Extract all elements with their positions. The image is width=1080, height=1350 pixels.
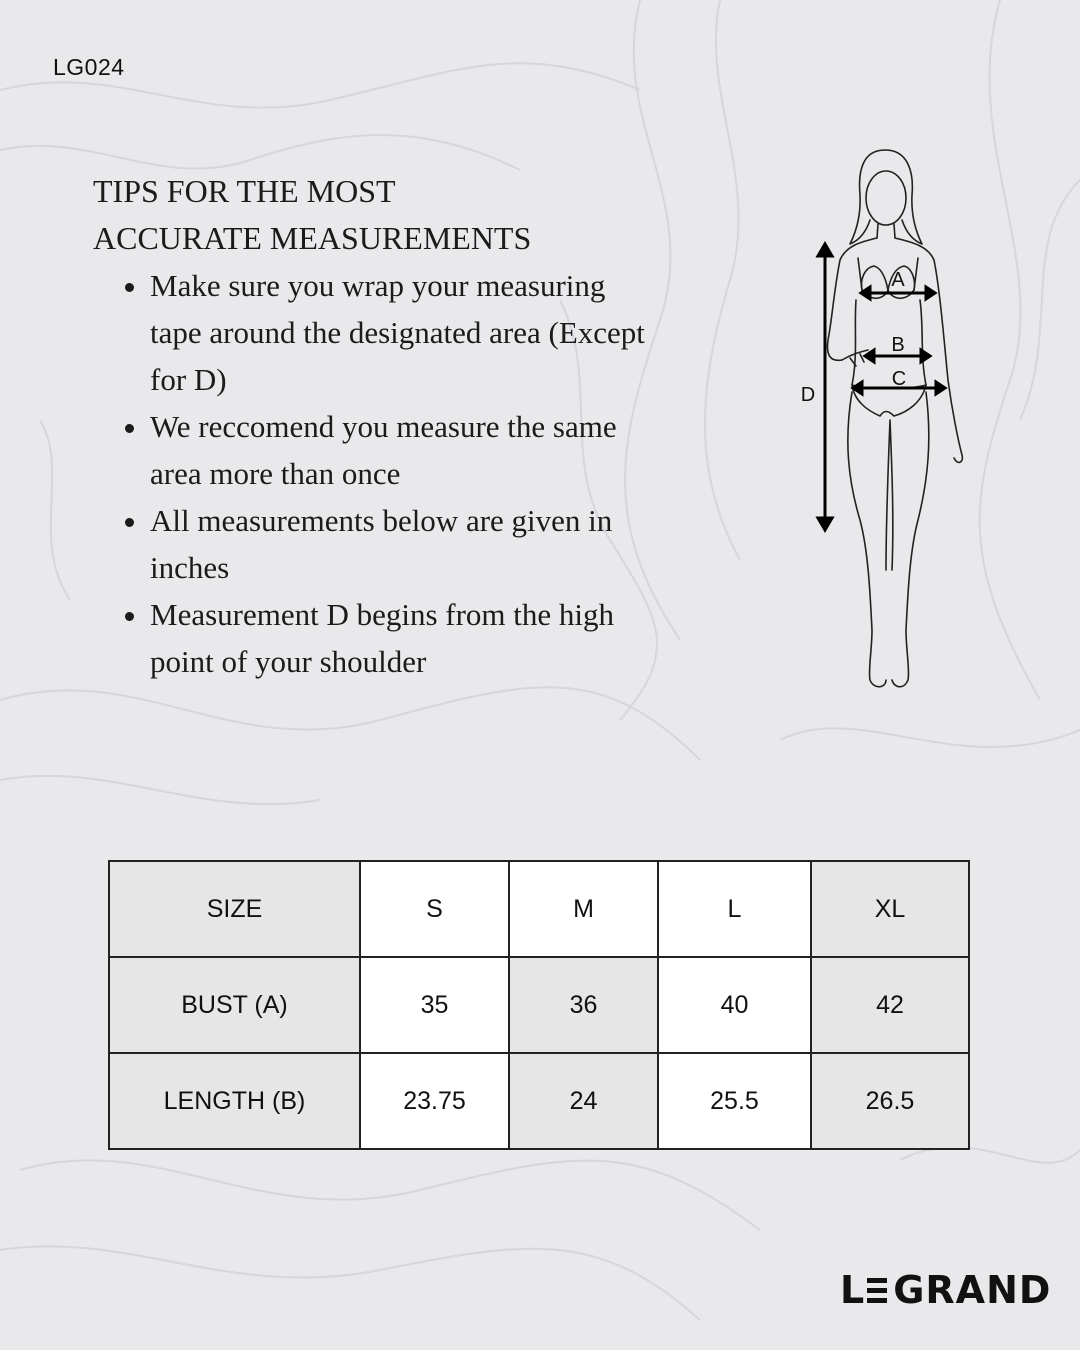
table-cell: 35	[360, 957, 509, 1053]
header-cell-l: L	[658, 861, 811, 957]
table-cell: 36	[509, 957, 658, 1053]
label-c: C	[891, 368, 907, 390]
tips-list	[93, 262, 653, 685]
tips-heading	[93, 168, 653, 262]
row-label-bust: BUST (A)	[109, 957, 360, 1053]
logo-e-mark	[867, 1275, 889, 1305]
tip-item: • Measurement D begins from the high point of your shoulder	[150, 591, 653, 685]
table-cell: 40	[658, 957, 811, 1053]
tip-item: • All measurements below are given in inches	[150, 497, 653, 591]
label-a: A	[891, 269, 905, 291]
brand-logo	[840, 1268, 1051, 1312]
body-measurement-figure	[790, 140, 980, 705]
table-row	[109, 957, 969, 1053]
logo-letter: L	[840, 1268, 866, 1312]
row-label-length: LENGTH (B)	[109, 1053, 360, 1149]
table-cell: 25.5	[658, 1053, 811, 1149]
table-cell: 42	[811, 957, 969, 1053]
table-cell: 23.75	[360, 1053, 509, 1149]
table-cell: 26.5	[811, 1053, 969, 1149]
header-cell-m: M	[509, 861, 658, 957]
header-cell-size: SIZE	[109, 861, 360, 957]
table-cell: 24	[509, 1053, 658, 1149]
header-cell-xl: XL	[811, 861, 969, 957]
tips-heading-line2: ACCURATE MEASUREMENTS	[93, 220, 532, 256]
tips-heading-line1: TIPS FOR THE MOST	[93, 173, 396, 209]
measurement-tips	[93, 168, 653, 685]
tip-item: • Make sure you wrap your measuring tape around the designated area (Except for D)	[150, 262, 653, 403]
label-d: D	[800, 384, 816, 406]
logo-wordmark: GRAND	[893, 1268, 1052, 1312]
tip-item: • We reccomend you measure the same area more than once	[150, 403, 653, 497]
header-cell-s: S	[360, 861, 509, 957]
product-code: LG024	[53, 54, 125, 80]
table-row	[109, 1053, 969, 1149]
table-header-row	[109, 861, 969, 957]
size-chart-table	[108, 860, 970, 1150]
label-b: B	[891, 334, 905, 356]
